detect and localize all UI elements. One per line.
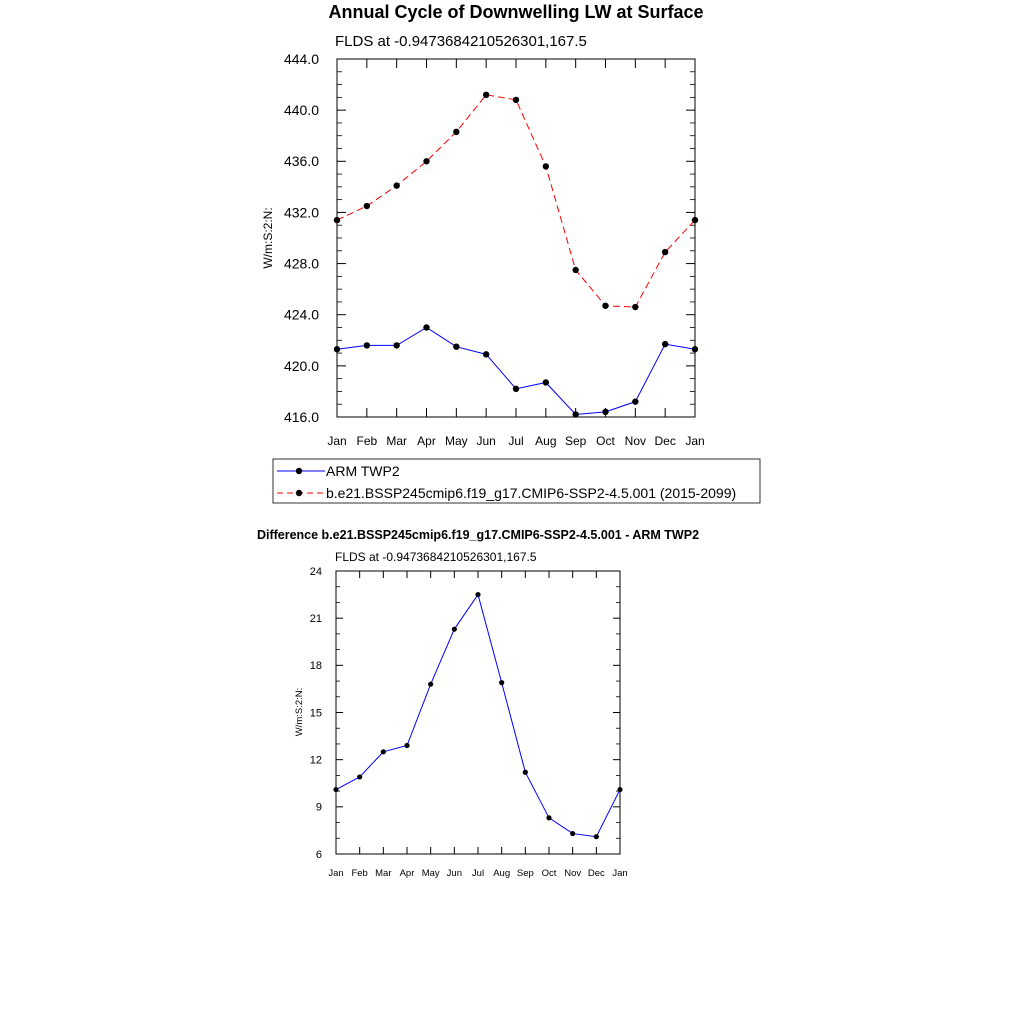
data-point-0	[453, 343, 459, 349]
data-point-0	[523, 770, 528, 775]
x-tick-label: Jan	[612, 868, 628, 879]
y-tick-label: 444.0	[283, 50, 319, 67]
y-tick-label: 12	[309, 754, 322, 767]
x-tick-label: Jul	[508, 434, 524, 448]
y-tick-label: 15	[309, 707, 322, 720]
y-tick-label: 424.0	[283, 306, 319, 323]
x-tick-label: Sep	[564, 434, 587, 448]
page-title: Annual Cycle of Downwelling LW at Surface	[328, 2, 704, 22]
data-point-0	[483, 351, 489, 357]
x-tick-label: Mar	[386, 434, 408, 448]
annual-cycle-chart	[261, 2, 705, 448]
data-point-0	[381, 749, 386, 754]
data-point-1	[692, 217, 698, 223]
y-tick-label: 440.0	[283, 102, 319, 119]
chart2-series	[333, 592, 622, 839]
y-tick-label: 21	[309, 613, 322, 626]
x-tick-label: Mar	[375, 868, 392, 879]
x-tick-label: Dec	[654, 434, 676, 448]
data-point-0	[452, 627, 457, 632]
data-point-0	[364, 342, 370, 348]
x-tick-label: Aug	[493, 868, 511, 879]
chart2-axes	[310, 566, 628, 879]
data-point-0	[357, 774, 362, 779]
data-point-1	[334, 217, 340, 223]
x-tick-label: Jun	[476, 434, 496, 448]
chart1-ylabel: W/m:S:2:N:	[261, 207, 275, 269]
chart1-series	[334, 92, 698, 418]
data-point-1	[632, 304, 638, 310]
x-tick-label: Feb	[356, 434, 378, 448]
data-point-0	[393, 342, 399, 348]
series-line-0	[337, 328, 695, 415]
y-tick-label: 416.0	[283, 408, 319, 425]
y-tick-label: 24	[309, 565, 322, 578]
data-point-0	[570, 831, 575, 836]
data-point-0	[404, 743, 409, 748]
data-point-1	[483, 92, 489, 98]
data-point-0	[428, 682, 433, 687]
data-point-0	[513, 386, 519, 392]
data-point-1	[453, 129, 459, 135]
x-tick-label: Apr	[399, 868, 415, 879]
y-tick-label: 432.0	[283, 204, 319, 221]
chart2-plot-frame	[336, 571, 620, 854]
x-tick-label: Jun	[446, 868, 462, 879]
y-tick-label: 420.0	[283, 357, 319, 374]
x-tick-label: Sep	[516, 868, 534, 879]
x-tick-label: May	[444, 434, 468, 448]
x-tick-label: Apr	[417, 434, 436, 448]
data-point-1	[572, 267, 578, 273]
series-line-0	[336, 595, 620, 837]
y-tick-label: 428.0	[283, 255, 319, 272]
data-point-0	[499, 680, 504, 685]
data-point-1	[423, 158, 429, 164]
data-point-0	[662, 341, 668, 347]
data-point-1	[393, 182, 399, 188]
diff-title: Difference b.e21.BSSP245cmip6.f19_g17.CMIP6-SSP2-4.5.001 - ARM TWP2	[256, 528, 700, 542]
chart2-ylabel: W/m:S:2:N:	[294, 687, 305, 737]
y-tick-label: 18	[309, 660, 322, 673]
data-point-0	[546, 815, 551, 820]
y-tick-label: 6	[315, 848, 322, 861]
x-tick-label: Feb	[351, 868, 368, 879]
x-tick-label: Jan	[327, 434, 347, 448]
legend-marker-model	[296, 490, 302, 496]
legend-label-arm: ARM TWP2	[326, 463, 400, 479]
x-tick-label: Nov	[564, 868, 582, 879]
chart1-legend	[273, 459, 760, 503]
data-point-0	[602, 409, 608, 415]
data-point-0	[475, 592, 480, 597]
x-tick-label: Dec	[587, 868, 605, 879]
data-point-1	[602, 303, 608, 309]
data-point-0	[632, 398, 638, 404]
x-tick-label: Jul	[471, 868, 485, 879]
x-tick-label: Aug	[535, 434, 557, 448]
chart1-subtitle: FLDS at -0.9473684210526301,167.5	[335, 33, 587, 50]
x-tick-label: May	[421, 868, 440, 879]
x-tick-label: Nov	[624, 434, 647, 448]
data-point-0	[423, 324, 429, 330]
data-point-0	[572, 411, 578, 417]
x-tick-label: Oct	[596, 434, 615, 448]
legend-marker-arm	[296, 468, 302, 474]
x-tick-label: Oct	[541, 868, 557, 879]
data-point-1	[543, 163, 549, 169]
x-tick-label: Jan	[328, 868, 344, 879]
data-point-0	[333, 787, 338, 792]
chart1-plot-frame	[337, 59, 695, 417]
chart2-subtitle: FLDS at -0.9473684210526301,167.5	[335, 550, 537, 564]
data-point-1	[662, 249, 668, 255]
data-point-1	[513, 97, 519, 103]
y-tick-label: 9	[315, 801, 322, 814]
data-point-0	[617, 787, 622, 792]
data-point-0	[543, 379, 549, 385]
difference-chart	[257, 528, 699, 879]
series-line-1	[337, 95, 695, 307]
data-point-1	[364, 203, 370, 209]
chart1-axes	[284, 51, 705, 448]
data-point-0	[594, 834, 599, 839]
y-tick-label: 436.0	[283, 153, 319, 170]
data-point-0	[692, 346, 698, 352]
x-tick-label: Jan	[685, 434, 705, 448]
data-point-0	[334, 346, 340, 352]
legend-label-model: b.e21.BSSP245cmip6.f19_g17.CMIP6-SSP2-4.5.001 (2015-2099)	[326, 485, 737, 501]
